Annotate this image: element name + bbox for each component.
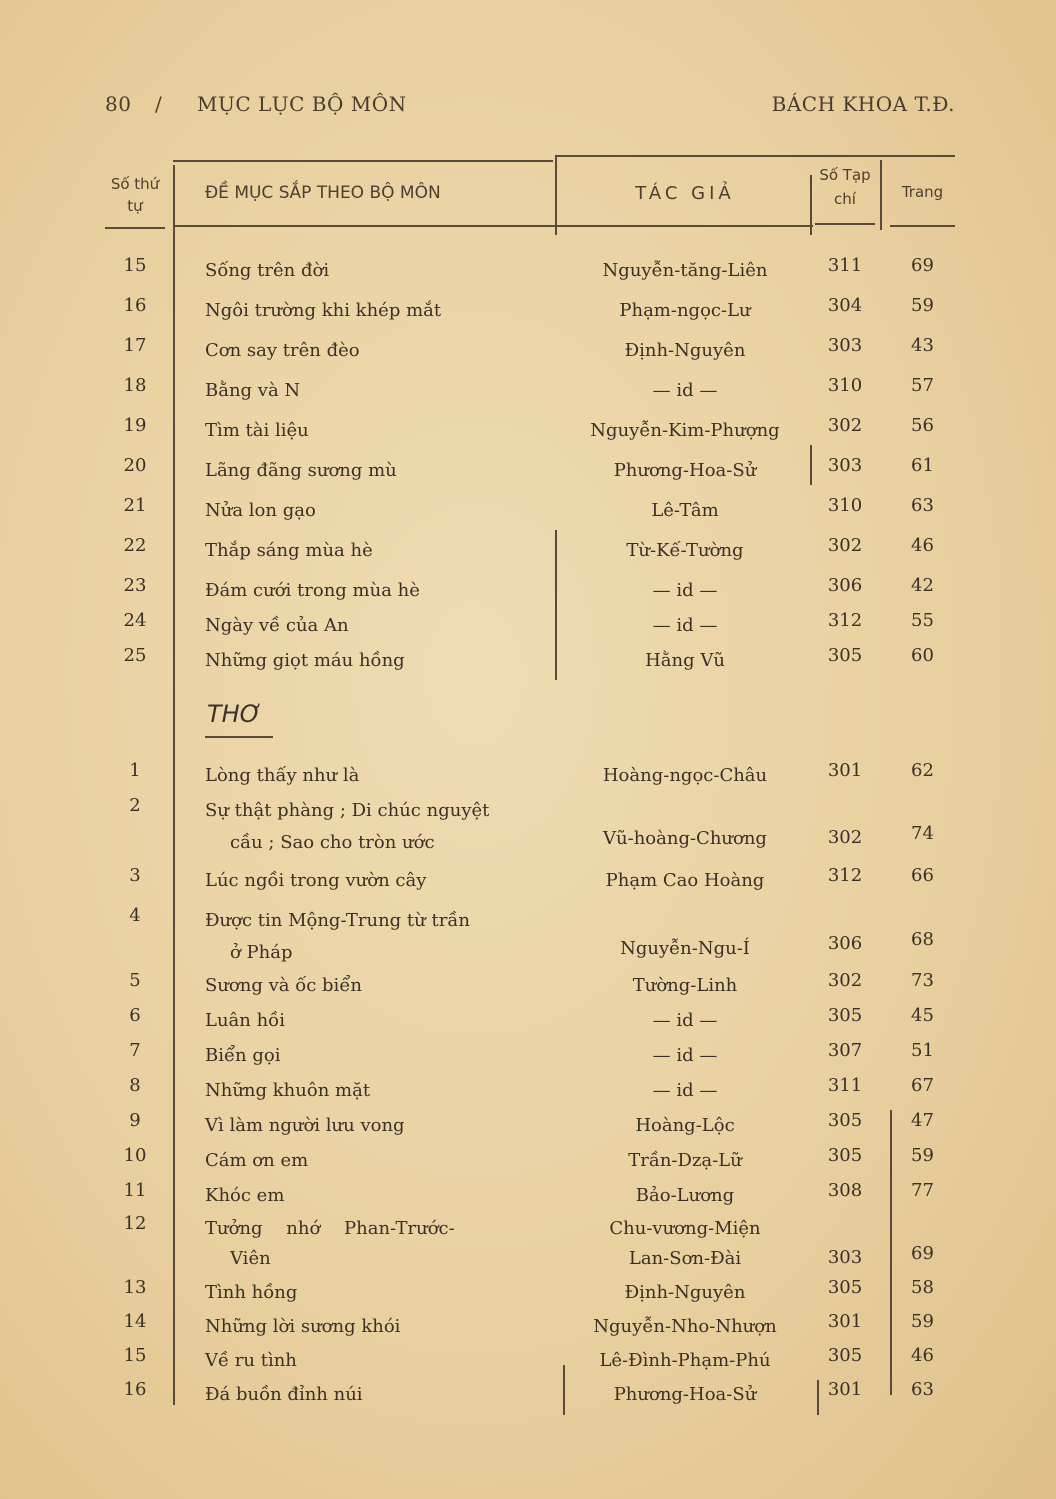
section-underline bbox=[205, 736, 273, 738]
page-number: 80 bbox=[105, 92, 132, 116]
header-separator: / bbox=[155, 92, 163, 116]
section-heading-poetry: THƠ bbox=[207, 700, 262, 728]
index-table: Số thứ tự ĐỀ MỤC SẮP THEO BỘ MÔN TÁC GIẢ Số Tạp chí Trang 15 Sống trên đời Nguyễn-tăng-Liên 311 69 16 Ngôi trường khi khép mắt Phạm-ngọc-Lư 304 59 17 Cơn say trên đèo Định-Nguyên 303 43 18 Bằng và N — id — 310 57 19 Tìm tài liệu Nguyễn-Kim-Phượng 302 56 20 Lãng đãng sương mù Phương-Hoa-Sử 303 61 21 Nửa lon gạo Lê-Tâm 310 63 22 Thắp sáng mùa hè Từ-Kế-Tường 302 46 23 Đám cưới trong mùa hè — id — 306 42 24 Ngày về của An — id — 312 55 25 Những giọt máu hồng Hằng Vũ 305 60 THƠ 1 Lòng thấy như là Hoàng-ngọc-Châu 301 62 2 Sự thật phàng ; Di chúc nguyệt cầu ; Sao cho tròn ước Vũ-hoàng-Chương 302 74 3 Lúc ngồi trong vườn cây Phạm Cao Hoàng 312 66 4 Được tin Mộng-Trung từ trần ở Pháp Nguyễn-Ngu-Í 306 68 5 Sương và ốc biển Tường-Linh 302 73 6 Luân hồi — id — 305 45 7 Biển gọi — id — 307 51 8 Những khuôn mặt — id — 311 67 9 Vì làm người lưu vong Hoàng-Lộc 305 47 10 Cám ơn em Trần-Dzạ-Lữ 305 59 11 Khóc em Bảo-Lương 308 77 12 Tưởng nhớ Phan-Trước- Viên Chu-vương-Miện Lan-Sơn-Đài 303 69 13 Tình hồng Định-Nguyên 305 58 14 Những lời sương khói Nguyễn-Nho-Nhượn 301 59 15 Về ru tình Lê-Đình-Phạm-Phú 305 46 16 Đá buồn đỉnh núi Phương-Hoa-Sử 301 63 bbox=[105, 155, 955, 1415]
col-header-no: Số thứ tự bbox=[110, 175, 160, 215]
col-header-title: ĐỀ MỤC SẮP THEO BỘ MÔN bbox=[205, 183, 441, 203]
col-header-author: TÁC GIẢ bbox=[635, 183, 735, 204]
page-header bbox=[105, 86, 955, 122]
header-rule-bottom-issue bbox=[815, 223, 875, 225]
header-rule-bottom-no bbox=[105, 227, 165, 229]
col-divider-2-head bbox=[555, 155, 557, 235]
header-rule-top bbox=[173, 160, 553, 162]
header-rule-bottom-page bbox=[890, 225, 955, 227]
col-header-issue: Số Tạp chí bbox=[819, 166, 871, 208]
col-divider-2-mid bbox=[555, 530, 557, 680]
col-divider-1 bbox=[173, 165, 175, 1405]
section-title: MỤC LỤC BỘ MÔN bbox=[197, 92, 407, 116]
col-divider-4-head bbox=[880, 160, 882, 230]
journal-name: BÁCH KHOA T.Đ. bbox=[771, 92, 955, 116]
header-rule-top-right bbox=[555, 155, 955, 157]
header-rule-bottom bbox=[173, 225, 813, 227]
col-header-page: Trang bbox=[901, 183, 944, 201]
